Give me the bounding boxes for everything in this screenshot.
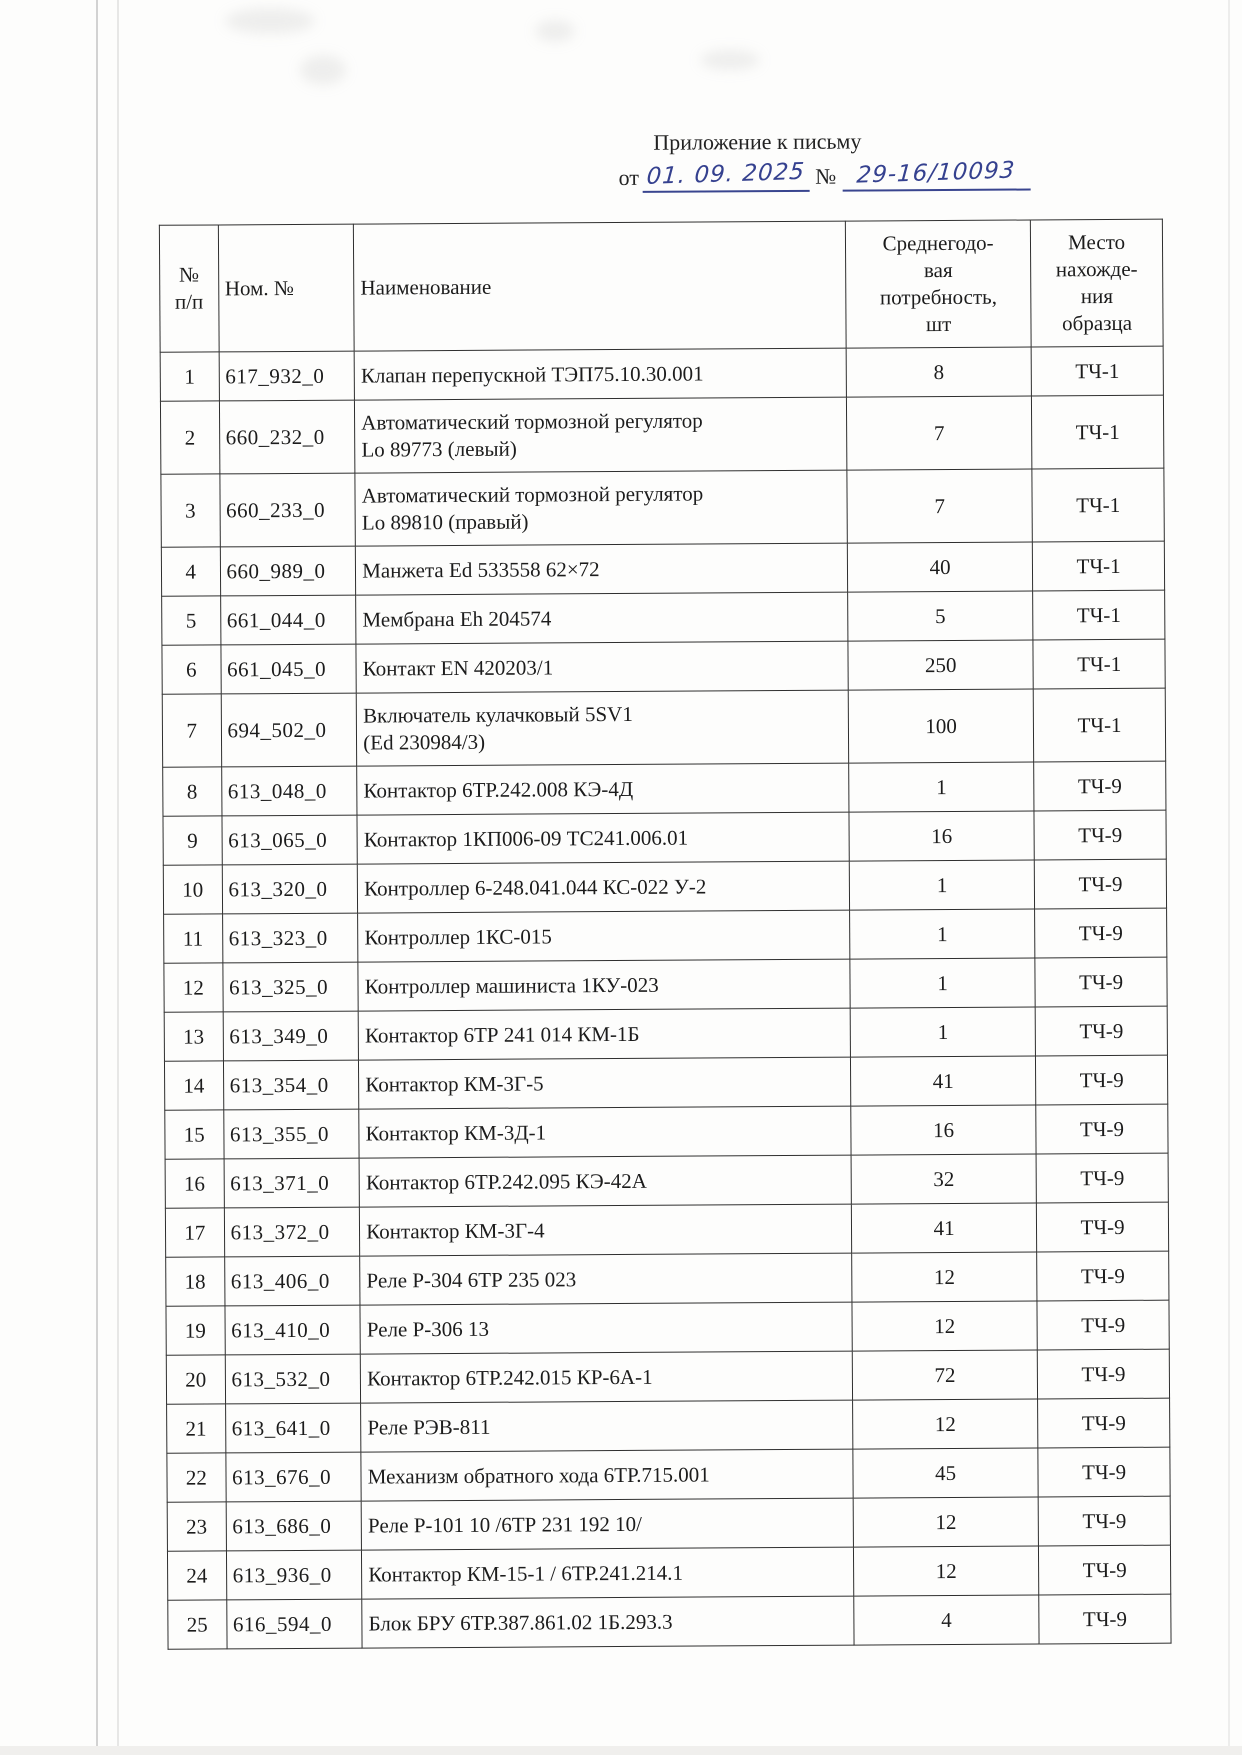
cell-quantity: 12 xyxy=(853,1399,1038,1449)
cell-location: ТЧ-1 xyxy=(1033,541,1165,591)
cell-row-number: 19 xyxy=(166,1306,225,1355)
cell-part-code: 613_410_0 xyxy=(225,1305,361,1355)
parts-table-body xyxy=(160,346,1171,1649)
cell-location: ТЧ-9 xyxy=(1037,1251,1169,1301)
handwritten-date: 01. 09. 2025 xyxy=(645,158,807,190)
cell-location: ТЧ-1 xyxy=(1033,639,1165,689)
cell-row-number: 14 xyxy=(164,1061,223,1110)
scan-bottom-shadow xyxy=(0,1746,1242,1755)
cell-location: ТЧ-9 xyxy=(1034,761,1166,811)
cell-part-name: Контактор КМ-15-1 / 6ТР.241.214.1 xyxy=(362,1547,854,1599)
cell-row-number: 23 xyxy=(167,1502,226,1551)
table-row xyxy=(167,1496,1170,1551)
cell-part-name: Автоматический тормозной регулятор Lo 89773 (левый) xyxy=(355,397,847,473)
cell-location: ТЧ-9 xyxy=(1035,1006,1167,1056)
table-row xyxy=(165,1104,1168,1159)
from-label: от xyxy=(618,164,639,190)
cell-part-code: 613_349_0 xyxy=(223,1011,359,1061)
cell-part-code: 694_502_0 xyxy=(221,693,357,767)
cell-part-name: Реле Р-101 10 /6ТР 231 192 10/ xyxy=(361,1498,853,1550)
cell-part-name: Контактор КМ-3Г-5 xyxy=(359,1057,851,1109)
cell-part-name: Механизм обратного хода 6ТР.715.001 xyxy=(361,1449,853,1501)
cell-quantity: 1 xyxy=(850,1007,1035,1057)
cell-quantity: 7 xyxy=(846,396,1032,470)
col-header-row-number: № п/п xyxy=(159,225,218,352)
table-row xyxy=(163,761,1166,816)
cell-location: ТЧ-1 xyxy=(1032,395,1164,469)
scan-edge-line-left-2 xyxy=(117,0,119,1755)
cell-quantity: 72 xyxy=(852,1350,1037,1400)
cell-quantity: 41 xyxy=(850,1056,1035,1106)
cell-row-number: 11 xyxy=(164,914,223,963)
scan-edge-line-left xyxy=(96,0,98,1755)
cell-part-code: 613_323_0 xyxy=(222,913,358,963)
cell-part-code: 616_594_0 xyxy=(226,1599,362,1649)
table-row xyxy=(164,957,1167,1012)
cell-row-number: 3 xyxy=(161,474,220,547)
cell-quantity: 12 xyxy=(852,1301,1037,1351)
table-row xyxy=(166,1349,1169,1404)
cell-location: ТЧ-1 xyxy=(1033,590,1165,640)
cell-quantity: 8 xyxy=(846,347,1031,397)
cell-part-code: 613_372_0 xyxy=(224,1207,360,1257)
cell-location: ТЧ-9 xyxy=(1034,859,1166,909)
cell-part-code: 613_354_0 xyxy=(223,1060,359,1110)
cell-part-name: Контактор КМ-3Д-1 xyxy=(359,1106,851,1158)
cell-row-number: 5 xyxy=(162,596,221,645)
cell-quantity: 4 xyxy=(854,1595,1039,1645)
cell-part-code: 613_676_0 xyxy=(225,1452,361,1502)
scan-smudge xyxy=(225,8,315,34)
number-label: № xyxy=(815,163,837,189)
cell-row-number: 20 xyxy=(166,1355,225,1404)
cell-location: ТЧ-9 xyxy=(1037,1202,1169,1252)
col-header-part-name: Наименование xyxy=(354,221,847,351)
cell-quantity: 16 xyxy=(851,1105,1036,1155)
handwritten-number: 29-16/10093 xyxy=(855,157,1017,189)
table-row xyxy=(167,1545,1170,1600)
cell-row-number: 21 xyxy=(167,1404,226,1453)
cell-location: ТЧ-9 xyxy=(1038,1496,1170,1546)
table-row xyxy=(167,1398,1170,1453)
cell-part-code: 661_045_0 xyxy=(220,644,356,694)
col-header-quantity: Среднегодо- вая потребность, шт xyxy=(845,220,1031,348)
table-row xyxy=(161,541,1164,596)
annotation-title: Приложение к письму xyxy=(653,128,862,155)
cell-part-name: Манжета Ed 533558 62×72 xyxy=(356,543,848,595)
cell-row-number: 9 xyxy=(163,816,222,865)
cell-row-number: 12 xyxy=(164,963,223,1012)
cell-part-code: 613_686_0 xyxy=(226,1501,362,1551)
cell-part-name: Контактор КМ-3Г-4 xyxy=(360,1204,852,1256)
table-row xyxy=(162,590,1165,645)
cell-location: ТЧ-9 xyxy=(1037,1300,1169,1350)
cell-location: ТЧ-9 xyxy=(1038,1398,1170,1448)
cell-quantity: 1 xyxy=(849,762,1034,812)
cell-part-name: Контактор 6ТР 241 014 КМ-1Б xyxy=(358,1008,850,1060)
cell-quantity: 250 xyxy=(848,640,1033,690)
table-row xyxy=(160,395,1163,474)
table-row xyxy=(166,1251,1169,1306)
cell-part-name: Автоматический тормозной регулятор Lo 89810 (правый) xyxy=(355,470,847,546)
cell-row-number: 6 xyxy=(162,645,221,694)
scan-smudge xyxy=(700,50,760,70)
cell-part-name: Реле Р-304 6ТР 235 023 xyxy=(360,1253,852,1305)
cell-part-name: Мембрана Eh 204574 xyxy=(356,592,848,644)
parts-table xyxy=(159,219,1172,1650)
cell-quantity: 1 xyxy=(849,860,1034,910)
scan-edge-line-right xyxy=(1228,0,1230,1755)
cell-quantity: 41 xyxy=(851,1203,1036,1253)
table-row xyxy=(163,810,1166,865)
cell-quantity: 12 xyxy=(853,1546,1038,1596)
cell-part-code: 660_233_0 xyxy=(219,473,355,547)
cell-quantity: 12 xyxy=(852,1252,1037,1302)
cell-quantity: 100 xyxy=(848,689,1034,763)
table-row xyxy=(161,468,1164,547)
cell-quantity: 1 xyxy=(850,909,1035,959)
cell-part-code: 613_065_0 xyxy=(222,815,358,865)
cell-location: ТЧ-9 xyxy=(1035,908,1167,958)
scan-smudge xyxy=(535,20,575,42)
cell-location: ТЧ-1 xyxy=(1031,346,1163,396)
table-row xyxy=(165,1153,1168,1208)
table-row xyxy=(164,908,1167,963)
cell-quantity: 16 xyxy=(849,811,1034,861)
table-row xyxy=(163,859,1166,914)
cell-location: ТЧ-9 xyxy=(1037,1349,1169,1399)
cell-location: ТЧ-9 xyxy=(1034,810,1166,860)
cell-row-number: 2 xyxy=(160,401,219,474)
cell-location: ТЧ-9 xyxy=(1036,1104,1168,1154)
cell-part-code: 613_641_0 xyxy=(225,1403,361,1453)
table-row xyxy=(164,1055,1167,1110)
cell-row-number: 25 xyxy=(168,1600,227,1649)
cell-quantity: 45 xyxy=(853,1448,1038,1498)
table-row xyxy=(166,1300,1169,1355)
cell-row-number: 15 xyxy=(165,1110,224,1159)
cell-quantity: 12 xyxy=(853,1497,1038,1547)
cell-row-number: 13 xyxy=(164,1012,223,1061)
table-row xyxy=(162,639,1165,694)
table-row xyxy=(165,1202,1168,1257)
cell-location: ТЧ-9 xyxy=(1035,957,1167,1007)
cell-part-name: Клапан перепускной ТЭП75.10.30.001 xyxy=(354,348,846,400)
cell-part-code: 613_532_0 xyxy=(225,1354,361,1404)
cell-part-name: Контроллер 6-248.041.044 КС-022 У-2 xyxy=(357,861,849,913)
cell-row-number: 16 xyxy=(165,1159,224,1208)
cell-part-code: 660_989_0 xyxy=(220,546,356,596)
table-row xyxy=(164,1006,1167,1061)
cell-quantity: 32 xyxy=(851,1154,1036,1204)
cell-location: ТЧ-1 xyxy=(1033,688,1165,762)
cell-row-number: 1 xyxy=(160,352,219,401)
scan-smudge xyxy=(300,55,346,85)
col-header-part-code: Ном. № xyxy=(218,224,354,352)
cell-part-code: 613_320_0 xyxy=(222,864,358,914)
parts-table-header xyxy=(159,219,1163,352)
cell-part-code: 613_371_0 xyxy=(224,1158,360,1208)
cell-location: ТЧ-9 xyxy=(1036,1153,1168,1203)
cell-row-number: 17 xyxy=(165,1208,224,1257)
cell-part-code: 613_936_0 xyxy=(226,1550,362,1600)
cell-part-code: 661_044_0 xyxy=(220,595,356,645)
cell-row-number: 8 xyxy=(163,767,222,816)
cell-part-name: Включатель кулачковый 5SV1 (Ed 230984/3) xyxy=(356,690,848,766)
cell-part-name: Контактор 6ТР.242.015 КР-6А-1 xyxy=(360,1351,852,1403)
cell-row-number: 10 xyxy=(163,865,222,914)
cell-part-code: 613_406_0 xyxy=(224,1256,360,1306)
table-row xyxy=(160,346,1163,401)
col-header-location: Место нахожде- ния образца xyxy=(1031,219,1164,347)
cell-location: ТЧ-9 xyxy=(1039,1545,1171,1595)
cell-row-number: 18 xyxy=(166,1257,225,1306)
header-row xyxy=(159,219,1163,352)
table-row xyxy=(162,688,1165,767)
cell-location: ТЧ-9 xyxy=(1038,1447,1170,1497)
cell-part-code: 660_232_0 xyxy=(219,400,355,474)
cell-part-name: Контактор 1КП006-09 ТС241.006.01 xyxy=(357,812,849,864)
cell-part-name: Реле РЭВ-811 xyxy=(361,1400,853,1452)
table-row xyxy=(168,1594,1171,1649)
cell-quantity: 40 xyxy=(847,542,1032,592)
cell-quantity: 5 xyxy=(848,591,1033,641)
cell-quantity: 7 xyxy=(847,469,1033,543)
cell-row-number: 4 xyxy=(161,547,220,596)
cell-part-code: 613_355_0 xyxy=(223,1109,359,1159)
cell-part-code: 613_048_0 xyxy=(221,766,357,816)
cell-part-code: 617_932_0 xyxy=(219,351,355,401)
cell-part-name: Контактор 6ТР.242.008 КЭ-4Д xyxy=(357,763,849,815)
cell-location: ТЧ-1 xyxy=(1032,468,1164,542)
cell-part-name: Контроллер 1КС-015 xyxy=(358,910,850,962)
table-row xyxy=(167,1447,1170,1502)
cell-part-name: Реле Р-306 13 xyxy=(360,1302,852,1354)
cell-row-number: 7 xyxy=(162,694,221,767)
cell-part-name: Контроллер машиниста 1КУ-023 xyxy=(358,959,850,1011)
cell-row-number: 22 xyxy=(167,1453,226,1502)
cell-part-name: Контактор 6ТР.242.095 КЭ-42А xyxy=(359,1155,851,1207)
cell-row-number: 24 xyxy=(167,1551,226,1600)
cell-part-code: 613_325_0 xyxy=(222,962,358,1012)
cell-location: ТЧ-9 xyxy=(1039,1594,1171,1644)
cell-location: ТЧ-9 xyxy=(1036,1055,1168,1105)
cell-part-name: Блок БРУ 6ТР.387.861.02 1Б.293.3 xyxy=(362,1596,854,1648)
letter-annotation xyxy=(618,125,1038,193)
cell-part-name: Контакт EN 420203/1 xyxy=(356,641,848,693)
cell-quantity: 1 xyxy=(850,958,1035,1008)
